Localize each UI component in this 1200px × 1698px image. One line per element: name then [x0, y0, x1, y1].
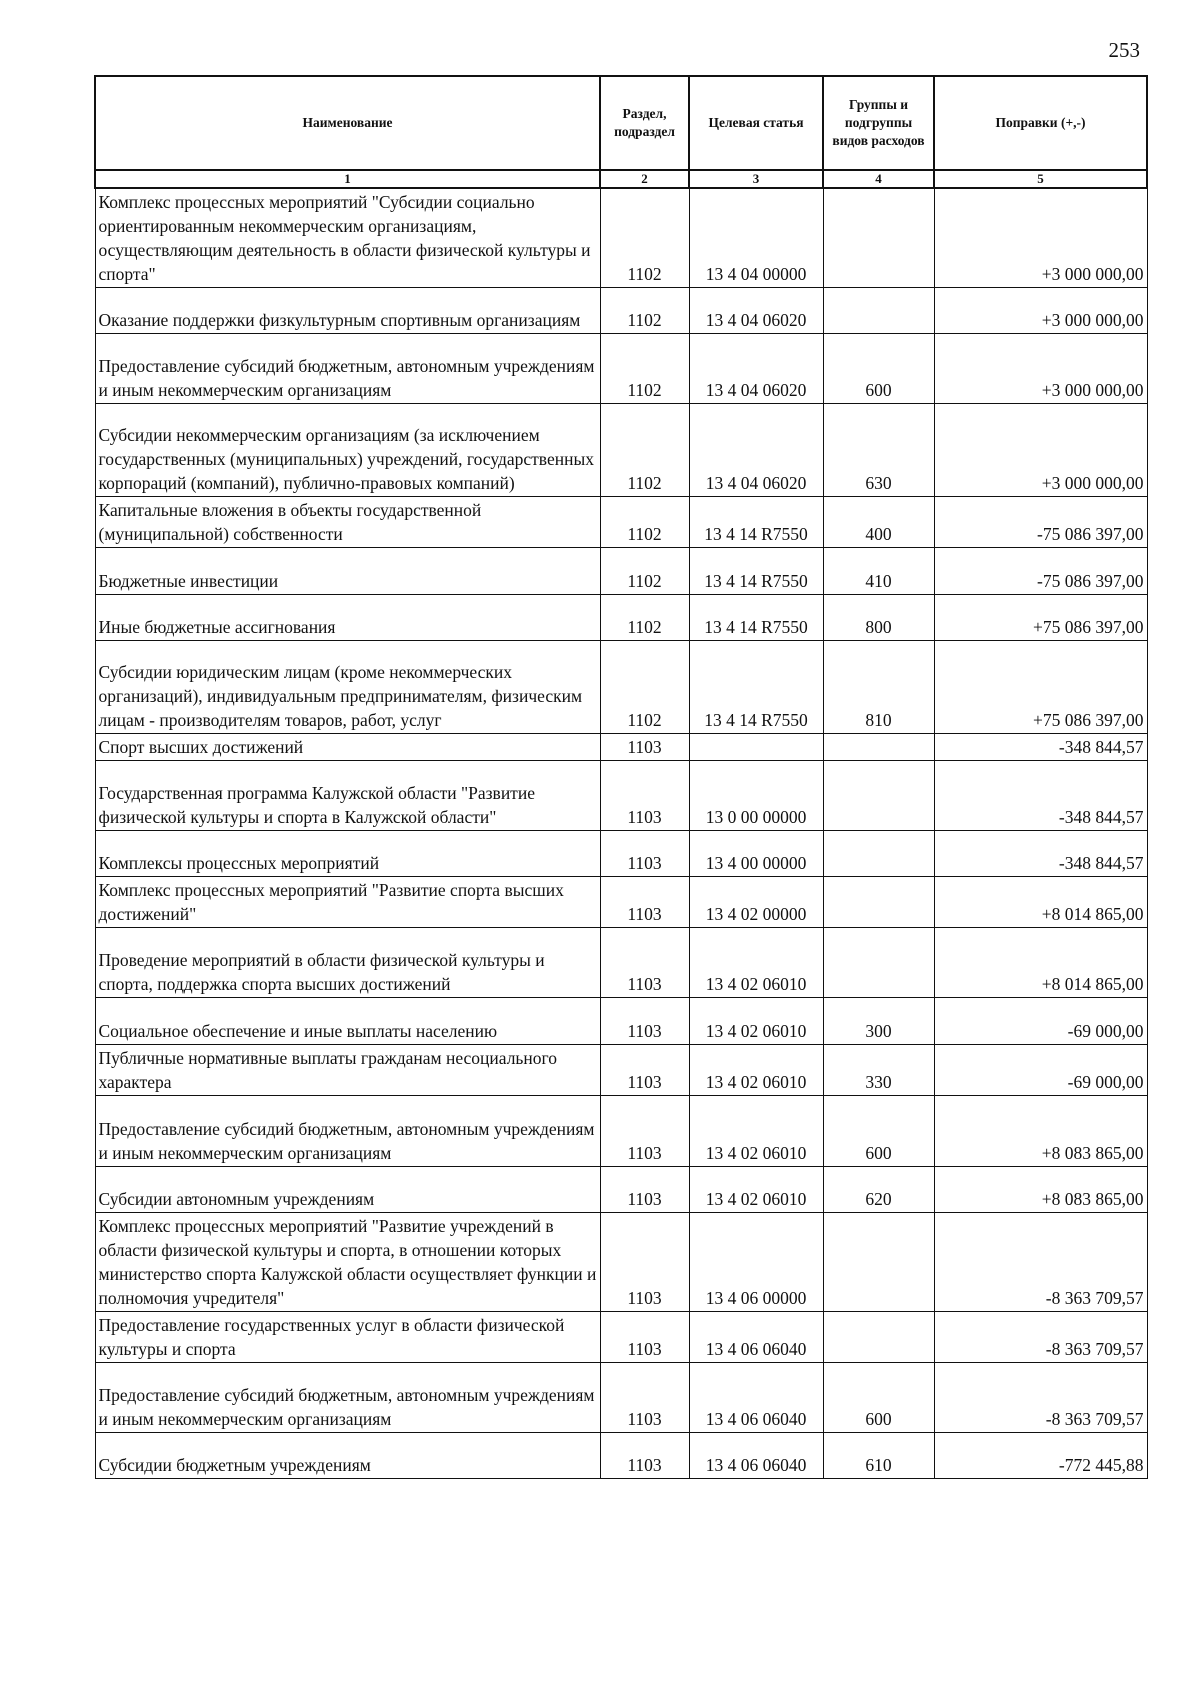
- table-row: [95, 1213, 1147, 1312]
- row-expense-group: [823, 288, 934, 334]
- row-amount: +75 086 397,00: [934, 641, 1147, 734]
- row-name: Комплекс процессных мероприятий "Субсидии социально ориентированным некоммерческим организациям, осуществляющим деятельность в области физической культуры и спорта": [95, 188, 600, 288]
- row-target-article: 13 4 02 06010: [689, 998, 823, 1045]
- row-expense-group: 330: [823, 1045, 934, 1096]
- table-row: [95, 548, 1147, 595]
- table-row: [95, 497, 1147, 548]
- column-number: 4: [823, 170, 934, 188]
- table-row: [95, 761, 1147, 831]
- row-section: 1103: [600, 1213, 689, 1312]
- row-expense-group: [823, 877, 934, 928]
- column-number: 2: [600, 170, 689, 188]
- row-expense-group: 400: [823, 497, 934, 548]
- row-name: Предоставление субсидий бюджетным, автономным учреждениям и иным некоммерческим организациям: [95, 334, 600, 404]
- row-name: Капитальные вложения в объекты государственной (муниципальной) собственности: [95, 497, 600, 548]
- row-expense-group: [823, 761, 934, 831]
- row-amount: -69 000,00: [934, 1045, 1147, 1096]
- row-section: 1102: [600, 288, 689, 334]
- row-expense-group: [823, 734, 934, 761]
- header-name: Наименование: [95, 76, 600, 170]
- row-amount: -8 363 709,57: [934, 1363, 1147, 1433]
- row-section: 1103: [600, 1433, 689, 1479]
- row-name: Социальное обеспечение и иные выплаты населению: [95, 998, 600, 1045]
- row-name: Комплекс процессных мероприятий "Развитие учреждений в области физической культуры и спорта, в отношении которых министерство спорта Калужской области осуществляет функции и полномочия учредителя": [95, 1213, 600, 1312]
- row-target-article: 13 4 14 R7550: [689, 595, 823, 641]
- row-section: 1103: [600, 1045, 689, 1096]
- row-section: 1102: [600, 404, 689, 497]
- table-row: [95, 1167, 1147, 1213]
- row-amount: -348 844,57: [934, 761, 1147, 831]
- row-name: Публичные нормативные выплаты гражданам несоциального характера: [95, 1045, 600, 1096]
- row-target-article: 13 4 04 06020: [689, 334, 823, 404]
- row-expense-group: [823, 1312, 934, 1363]
- table-row: [95, 595, 1147, 641]
- row-expense-group: [823, 831, 934, 877]
- row-target-article: 13 0 00 00000: [689, 761, 823, 831]
- column-number: 5: [934, 170, 1147, 188]
- table-row: [95, 1312, 1147, 1363]
- row-amount: -348 844,57: [934, 734, 1147, 761]
- row-amount: +3 000 000,00: [934, 334, 1147, 404]
- row-target-article: 13 4 06 06040: [689, 1433, 823, 1479]
- row-name: Спорт высших достижений: [95, 734, 600, 761]
- page-number: 253: [1108, 38, 1140, 62]
- table-row: [95, 1433, 1147, 1479]
- header-article: Целевая статья: [689, 76, 823, 170]
- table-row: [95, 1363, 1147, 1433]
- row-name: Бюджетные инвестиции: [95, 548, 600, 595]
- row-section: 1103: [600, 734, 689, 761]
- row-target-article: 13 4 04 00000: [689, 188, 823, 288]
- row-expense-group: 600: [823, 1096, 934, 1167]
- row-name: Субсидии автономным учреждениям: [95, 1167, 600, 1213]
- row-expense-group: 630: [823, 404, 934, 497]
- row-amount: -348 844,57: [934, 831, 1147, 877]
- row-target-article: 13 4 14 R7550: [689, 497, 823, 548]
- row-section: 1103: [600, 928, 689, 998]
- row-section: 1103: [600, 998, 689, 1045]
- row-amount: -75 086 397,00: [934, 497, 1147, 548]
- table-row: [95, 1096, 1147, 1167]
- table-row: [95, 404, 1147, 497]
- header-amount: Поправки (+,-): [934, 76, 1147, 170]
- header-section: Раздел, подраздел: [600, 76, 689, 170]
- table-row: [95, 734, 1147, 761]
- row-amount: +3 000 000,00: [934, 404, 1147, 497]
- row-target-article: 13 4 06 00000: [689, 1213, 823, 1312]
- header-group: Группы и подгруппы видов расходов: [823, 76, 934, 170]
- table-row: [95, 641, 1147, 734]
- row-section: 1103: [600, 1312, 689, 1363]
- row-expense-group: 600: [823, 334, 934, 404]
- row-section: 1102: [600, 595, 689, 641]
- row-target-article: 13 4 04 06020: [689, 288, 823, 334]
- table-header-row: [95, 76, 1147, 170]
- row-expense-group: 620: [823, 1167, 934, 1213]
- row-target-article: 13 4 02 06010: [689, 1167, 823, 1213]
- row-name: Субсидии юридическим лицам (кроме некоммерческих организаций), индивидуальным предпринимателям, физическим лицам - производителям товаров, работ, услуг: [95, 641, 600, 734]
- row-target-article: 13 4 02 06010: [689, 1045, 823, 1096]
- row-expense-group: [823, 188, 934, 288]
- row-target-article: [689, 734, 823, 761]
- row-name: Комплексы процессных мероприятий: [95, 831, 600, 877]
- row-expense-group: [823, 928, 934, 998]
- row-section: 1102: [600, 188, 689, 288]
- table-row: [95, 877, 1147, 928]
- row-section: 1103: [600, 1096, 689, 1167]
- row-section: 1103: [600, 877, 689, 928]
- row-target-article: 13 4 02 06010: [689, 1096, 823, 1167]
- table-row: [95, 928, 1147, 998]
- row-expense-group: [823, 1213, 934, 1312]
- row-amount: +8 014 865,00: [934, 928, 1147, 998]
- table-row: [95, 288, 1147, 334]
- row-amount: +8 014 865,00: [934, 877, 1147, 928]
- row-section: 1103: [600, 761, 689, 831]
- row-amount: +8 083 865,00: [934, 1096, 1147, 1167]
- row-target-article: 13 4 06 06040: [689, 1312, 823, 1363]
- row-name: Субсидии некоммерческим организациям (за исключением государственных (муниципальных) учреждений, государственных корпораций (компаний), публично-правовых компаний): [95, 404, 600, 497]
- column-number: 1: [95, 170, 600, 188]
- row-name: Предоставление субсидий бюджетным, автономным учреждениям и иным некоммерческим организациям: [95, 1096, 600, 1167]
- table-row: [95, 998, 1147, 1045]
- row-target-article: 13 4 14 R7550: [689, 548, 823, 595]
- row-target-article: 13 4 02 06010: [689, 928, 823, 998]
- row-amount: -8 363 709,57: [934, 1312, 1147, 1363]
- row-name: Комплекс процессных мероприятий "Развитие спорта высших достижений": [95, 877, 600, 928]
- row-section: 1102: [600, 548, 689, 595]
- row-section: 1103: [600, 1363, 689, 1433]
- budget-amendments-table: [94, 75, 1148, 1479]
- row-target-article: 13 4 02 00000: [689, 877, 823, 928]
- row-amount: -8 363 709,57: [934, 1213, 1147, 1312]
- row-expense-group: 600: [823, 1363, 934, 1433]
- row-amount: -772 445,88: [934, 1433, 1147, 1479]
- row-expense-group: 800: [823, 595, 934, 641]
- row-name: Предоставление субсидий бюджетным, автономным учреждениям и иным некоммерческим организациям: [95, 1363, 600, 1433]
- row-name: Государственная программа Калужской области "Развитие физической культуры и спорта в Калужской области": [95, 761, 600, 831]
- row-section: 1102: [600, 497, 689, 548]
- row-name: Оказание поддержки физкультурным спортивным организациям: [95, 288, 600, 334]
- row-expense-group: 410: [823, 548, 934, 595]
- row-section: 1103: [600, 831, 689, 877]
- row-target-article: 13 4 14 R7550: [689, 641, 823, 734]
- row-name: Предоставление государственных услуг в области физической культуры и спорта: [95, 1312, 600, 1363]
- row-target-article: 13 4 00 00000: [689, 831, 823, 877]
- row-expense-group: 810: [823, 641, 934, 734]
- row-amount: +3 000 000,00: [934, 188, 1147, 288]
- column-number: 3: [689, 170, 823, 188]
- row-amount: -69 000,00: [934, 998, 1147, 1045]
- column-number-row: [95, 170, 1147, 188]
- row-section: 1102: [600, 641, 689, 734]
- row-name: Иные бюджетные ассигнования: [95, 595, 600, 641]
- table-row: [95, 831, 1147, 877]
- row-target-article: 13 4 06 06040: [689, 1363, 823, 1433]
- row-expense-group: 300: [823, 998, 934, 1045]
- row-amount: +3 000 000,00: [934, 288, 1147, 334]
- row-expense-group: 610: [823, 1433, 934, 1479]
- row-section: 1102: [600, 334, 689, 404]
- row-name: Проведение мероприятий в области физической культуры и спорта, поддержка спорта высших достижений: [95, 928, 600, 998]
- row-amount: +8 083 865,00: [934, 1167, 1147, 1213]
- row-target-article: 13 4 04 06020: [689, 404, 823, 497]
- table-row: [95, 1045, 1147, 1096]
- row-amount: -75 086 397,00: [934, 548, 1147, 595]
- row-amount: +75 086 397,00: [934, 595, 1147, 641]
- table-body: [95, 188, 1147, 1479]
- table-row: [95, 334, 1147, 404]
- row-section: 1103: [600, 1167, 689, 1213]
- table-row: [95, 188, 1147, 288]
- row-name: Субсидии бюджетным учреждениям: [95, 1433, 600, 1479]
